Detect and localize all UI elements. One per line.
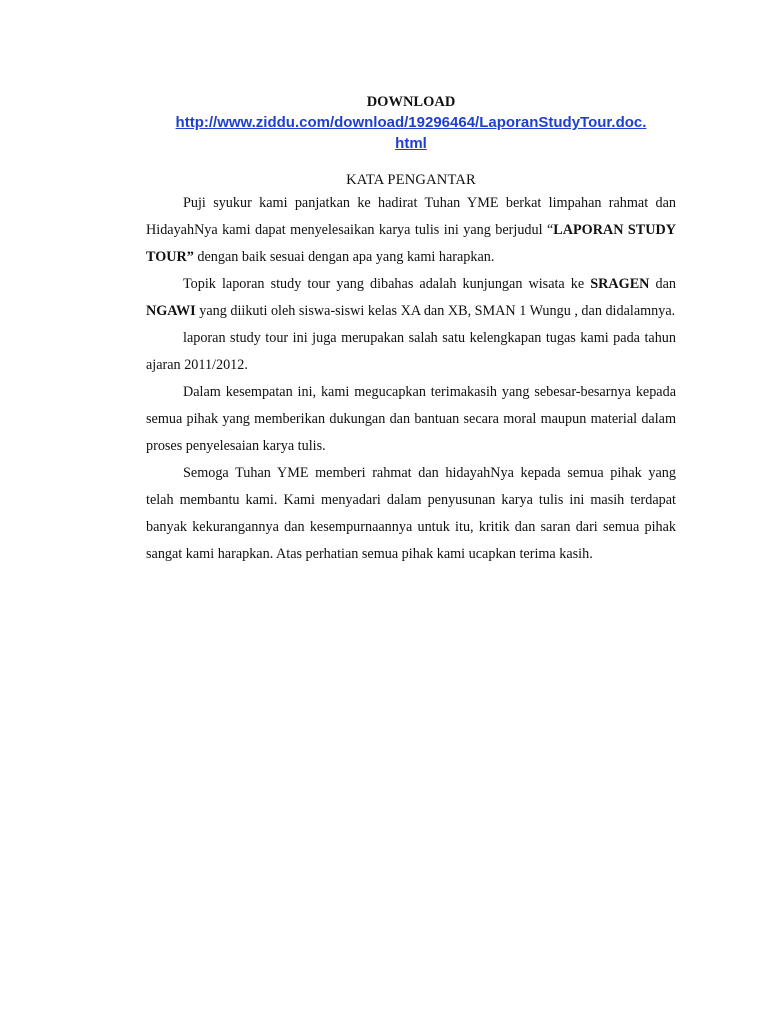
paragraph-2-text-b: dan (649, 276, 676, 292)
paragraph-4: Dalam kesempatan ini, kami megucapkan terimakasih yang sebesar-besarnya kepada semua pihak yang memberikan dukungan dan bantuan secara moral maupun material dalam proses penyelesaian karya tulis. (146, 384, 676, 454)
paragraph-1-text-b: dengan baik sesuai dengan apa yang kami harapkan. (193, 249, 495, 265)
document-content (146, 92, 676, 568)
paragraph-3: laporan study tour ini juga merupakan salah satu kelengkapan tugas kami pada tahun ajaran 2011/2012. (146, 330, 676, 373)
paragraph-2-text-a: Topik laporan study tour yang dibahas adalah kunjungan wisata ke (183, 276, 591, 292)
download-label: DOWNLOAD (366, 94, 456, 110)
sragen-bold: SRAGEN (590, 276, 650, 292)
download-url-line1[interactable]: http://www.ziddu.com/download/19296464/LaporanStudyTour.doc. (175, 114, 647, 131)
download-link[interactable] (146, 112, 676, 154)
paragraph-1 (146, 190, 676, 271)
paragraph-1-text-a: Puji syukur kami panjatkan ke hadirat Tuhan YME berkat limpahan rahmat dan HidayahNya kami dapat menyelesaikan karya tulis ini yang berjudul “ (146, 195, 676, 238)
ngawi-bold: NGAWI (146, 303, 196, 319)
paragraph-2-text-c: yang diikuti oleh siswa-siswi kelas XA dan XB, SMAN 1 Wungu , dan didalamnya. (195, 303, 676, 319)
section-heading: KATA PENGANTAR (346, 172, 476, 188)
paragraph-5: Semoga Tuhan YME memberi rahmat dan hidayahNya kepada semua pihak yang telah membantu kami. Kami menyadari dalam penyusunan karya tulis ini masih terdapat banyak kekurangannya dan kesempurnaannya untuk itu, kritik dan saran dari semua pihak sangat kami harapkan. Atas perhatian semua pihak kami ucapkan terima kasih. (146, 465, 676, 562)
report-title-bold: LAPORAN STUDY TOUR” (146, 222, 676, 265)
paragraph-2 (146, 271, 676, 325)
download-url-line2[interactable]: html (395, 135, 427, 152)
